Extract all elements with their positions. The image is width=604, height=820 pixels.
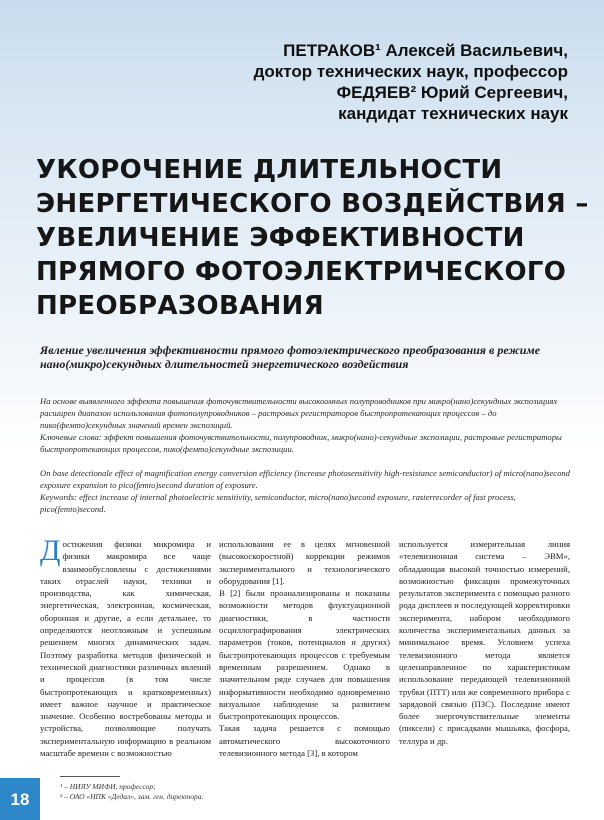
author-line: доктор технических наук, профессор bbox=[253, 62, 568, 81]
author-line: кандидат технических наук bbox=[338, 104, 568, 123]
keywords-ru: Ключевые слова: эффект повышения фоточувствительности, полупроводник, микро(нано)-секундные экспозиции, растровые регистраторы быстропротекающих процессов, пико(фемто)секундные экспозиции. bbox=[40, 432, 562, 454]
body-column-2 bbox=[219, 538, 390, 759]
abstract-en: On base detectionale effect of magnification energy conversion efficiency (increase photosensitivity high-resistance semiconductor) of micro(nano)second exposure expansion to pico(femto)second duration of exposure. bbox=[40, 468, 570, 490]
abstract-gap bbox=[40, 455, 578, 467]
title-line: ПРЕОБРАЗОВАНИЯ bbox=[36, 291, 324, 321]
title-line: ПРЯМОГО ФОТОЭЛЕКТРИЧЕСКОГО bbox=[36, 257, 567, 287]
body-columns bbox=[40, 534, 577, 768]
title-line: УКОРОЧЕНИЕ ДЛИТЕЛЬНОСТИ bbox=[36, 155, 503, 185]
paragraph-text: остижения физики микромира и физики макромира все чаще взаимообусловлены с достижениями таких отраслей науки, техники и производства, как химическая, энергетическая, электронная, космическая, оборонная и другие, а если детальнее, то определяются неотложным и успешным решением многих динамических задач. Поэтому разработка методов физической и технической диагностики различных явлений и процессов (в том числе быстропротекающих и кратковременных) имеет важное научное и практическое значение. Особенно востребованы методы и устройства, позволяющие получать экспериментальную информацию в реальном масштабе времени с возможностью bbox=[40, 539, 211, 759]
footnote: ² – ОАО «НПК «Дедал», зам. ген. директора. bbox=[60, 792, 204, 801]
abstract-ru: На основе выявленного эффекта повышения фоточувствительности высокоомных полупроводников при микро(нано)секундных экспозициях расширен диапазон использования фотополупроводников – растровых регистраторов быстропротекающих процессов – до пико(фемто)секундных значений времен экспозиций. bbox=[40, 396, 558, 430]
paragraph: В [2] были проанализированы и показаны возможности методов флуктуационной диагностики, в частности осциллографирования электрических параметров (токов, потенциалов и других) быстропротекающих процессов с требуемым временным разрешением. Однако в значительном ряде случаев для повышения информативности необходимо одновременно визуальное наблюдение за развитием быстропротекающих процессов. bbox=[219, 588, 390, 722]
page-number: 18 bbox=[10, 790, 30, 809]
body-column-1 bbox=[40, 534, 211, 759]
paragraph: используется измерительная линия «телевизионная система – ЭВМ», обладающая высокой точностью измерений, возможностью фиксации промежуточных результатов эксперимента с помощью разного рода дисплеев и последующей корректировки эксперимента, набором необходимого количества экспериментальных данных за минимальное время. Условием успеха телевизионного метода является целенаправленное по характеристикам использование передающей телевизионной трубки (ПТТ) или же современного прибора с зарядовой связью (ПЗС). Последние имеют более энергочувствительные элементы (пиксели) с присадками мышьяка, фосфора, теллура и др. bbox=[399, 539, 570, 746]
author-line: ФЕДЯЕВ² Юрий Сергеевич, bbox=[336, 83, 568, 102]
article-subtitle: Явление увеличения эффективности прямого фотоэлектрического преобразования в режиме нано(микро)секундных длительностей энергетического воздействия bbox=[40, 343, 541, 371]
footnote-divider bbox=[60, 776, 120, 777]
article-title bbox=[36, 153, 589, 323]
paragraph: Такая задача решается с помощью автоматического высокоточного телевизионного метода [3], в котором bbox=[219, 723, 390, 759]
abstract bbox=[40, 395, 578, 515]
title-line: ЭНЕРГЕТИЧЕСКОГО ВОЗДЕЙСТВИЯ – bbox=[36, 189, 589, 219]
author-line: ПЕТРАКОВ¹ Алексей Васильевич, bbox=[283, 41, 568, 60]
paragraph: использования ее в целях мгновенной (высокоскоростной) коррекции режимов экспериментального и технологического оборудования [1]. bbox=[219, 539, 390, 586]
footnotes bbox=[60, 782, 560, 802]
body-column-3 bbox=[399, 538, 570, 747]
paragraph bbox=[40, 534, 211, 759]
keywords-en: Keywords: effect increase of internal photoelectric sensitivity, semiconductor, micro(nano)second exposure, rasterrecorder of fast process, pico(femto)second. bbox=[40, 492, 516, 514]
author-block bbox=[28, 40, 568, 124]
footnote: ¹ – НИЯУ МИФИ, профессор; bbox=[60, 782, 156, 791]
title-line: УВЕЛИЧЕНИЕ ЭФФЕКТИВНОСТИ bbox=[36, 223, 525, 253]
drop-cap: Д bbox=[40, 534, 61, 567]
